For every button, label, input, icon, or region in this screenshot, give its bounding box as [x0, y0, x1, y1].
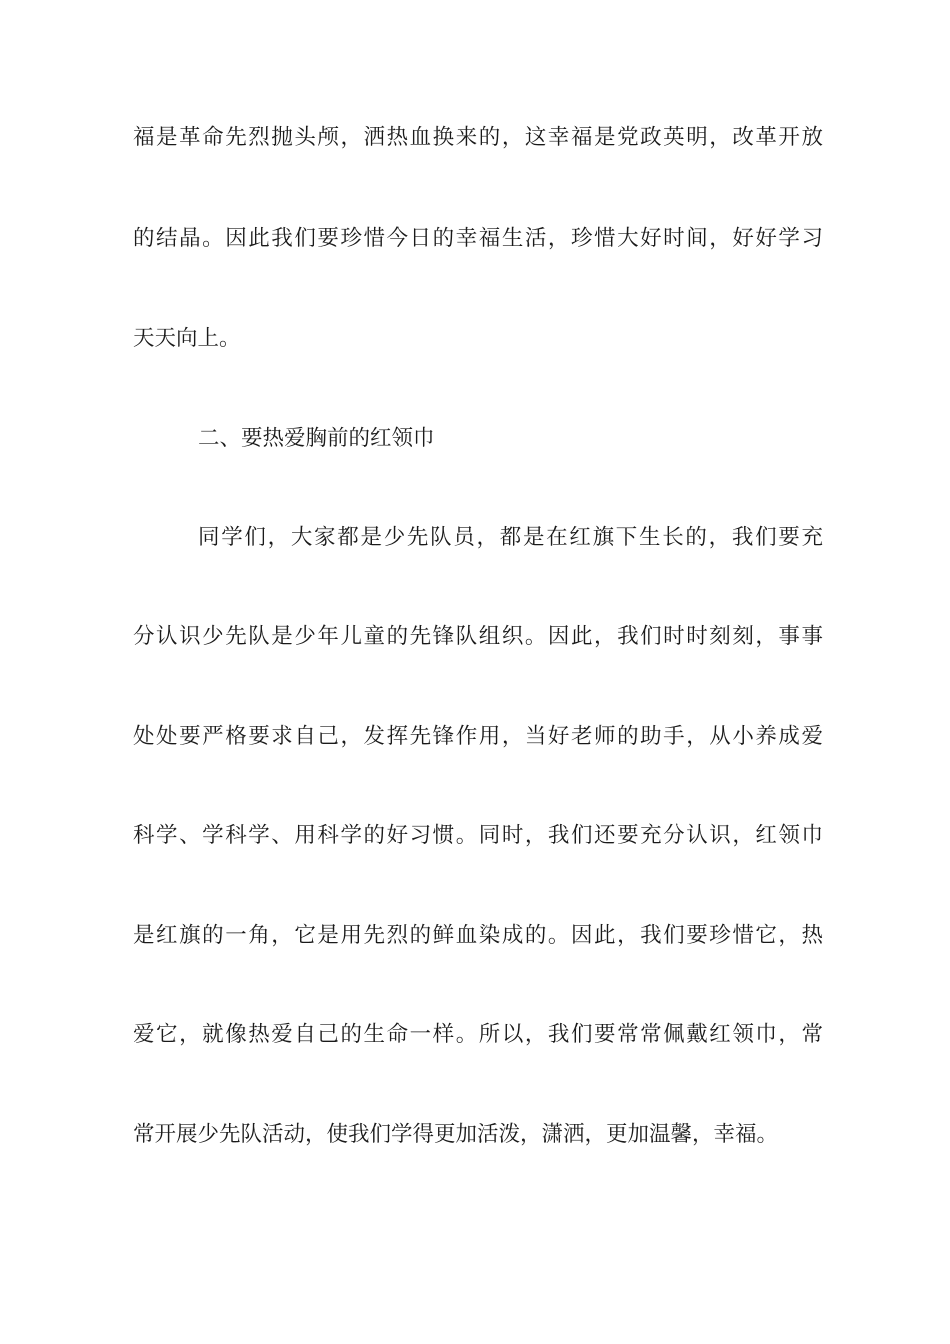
paragraph-line-3: 天天向上。	[133, 326, 241, 351]
paragraph-line-2: 的结晶。因此我们要珍惜今日的幸福生活，珍惜大好时间，好好学习	[133, 226, 823, 251]
section-heading: 二、要热爱胸前的红领巾	[198, 426, 435, 451]
paragraph-line-8: 是红旗的一角，它是用先烈的鲜血染成的。因此，我们要珍惜它，热	[133, 923, 823, 948]
paragraph-line-6: 处处要严格要求自己，发挥先锋作用，当好老师的助手，从小养成爱	[133, 724, 823, 749]
paragraph-line-7: 科学、学科学、用科学的好习惯。同时，我们还要充分认识，红领巾	[133, 823, 823, 848]
paragraph-line-4: 同学们，大家都是少先队员，都是在红旗下生长的，我们要充	[198, 525, 823, 550]
paragraph-line-9: 爱它，就像热爱自己的生命一样。所以，我们要常常佩戴红领巾，常	[133, 1022, 823, 1047]
paragraph-line-1: 福是革命先烈抛头颅，洒热血换来的，这幸福是党政英明，改革开放	[133, 125, 823, 150]
paragraph-line-10: 常开展少先队活动，使我们学得更加活泼，潇洒，更加温馨，幸福。	[133, 1122, 779, 1147]
paragraph-line-5: 分认识少先队是少年儿童的先锋队组织。因此，我们时时刻刻，事事	[133, 624, 823, 649]
